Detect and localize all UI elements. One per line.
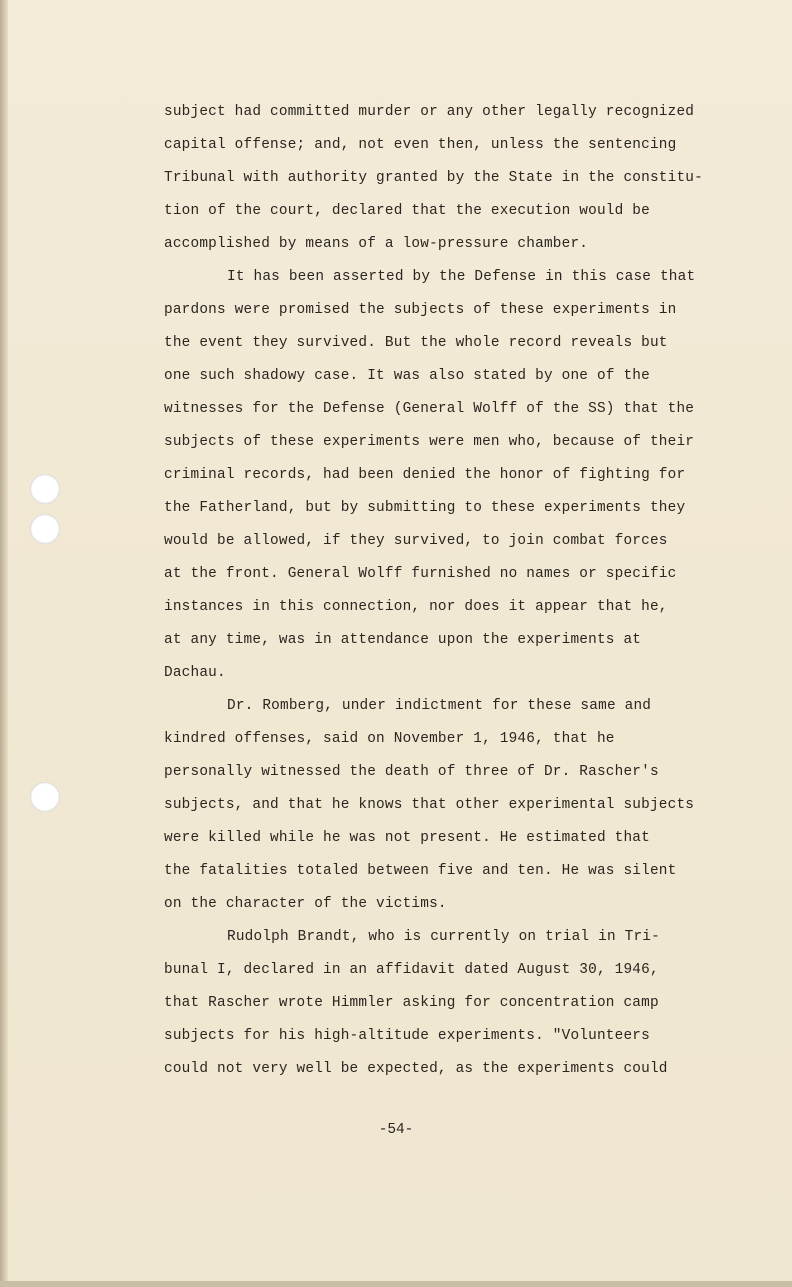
text-line: criminal records, had been denied the honor of fighting for (164, 467, 686, 483)
text-line: accomplished by means of a low-pressure chamber. (164, 236, 589, 252)
text-line: It has been asserted by the Defense in this case that (227, 269, 696, 285)
text-line: could not very well be expected, as the experiments could (164, 1061, 668, 1077)
paragraph (164, 96, 703, 261)
punch-hole (30, 782, 60, 812)
punch-hole (30, 514, 60, 544)
text-line: witnesses for the Defense (General Wolff of the SS) that the (164, 401, 695, 417)
text-line: subjects, and that he knows that other experimental subjects (164, 797, 695, 813)
text-line: that Rascher wrote Himmler asking for concentration camp (164, 995, 659, 1011)
page-bottom-edge (0, 1281, 792, 1287)
paragraph (164, 261, 696, 690)
text-line: Dachau. (164, 665, 226, 681)
text-line: the Fatherland, but by submitting to these experiments they (164, 500, 686, 516)
text-line: Tribunal with authority granted by the State in the constitu- (164, 170, 703, 186)
text-line: personally witnessed the death of three of Dr. Rascher's (164, 764, 659, 780)
text-line: subjects of these experiments were men who, because of their (164, 434, 695, 450)
paragraph (164, 921, 684, 1086)
text-line: would be allowed, if they survived, to join combat forces (164, 533, 668, 549)
text-line: subjects for his high-altitude experiments. "Volunteers (164, 1028, 650, 1044)
text-line: one such shadowy case. It was also stated by one of the (164, 368, 650, 384)
text-line: on the character of the victims. (164, 896, 447, 912)
text-line: kindred offenses, said on November 1, 1946, that he (164, 731, 615, 747)
page-left-edge (0, 0, 8, 1287)
text-line: subject had committed murder or any other legally recognized (164, 104, 695, 120)
text-line: tion of the court, declared that the execution would be (164, 203, 650, 219)
text-line: pardons were promised the subjects of these experiments in (164, 302, 677, 318)
text-line: Rudolph Brandt, who is currently on trial in Tri- (227, 929, 660, 945)
text-line: the fatalities totaled between five and ten. He was silent (164, 863, 677, 879)
paragraph (164, 690, 695, 921)
text-line: bunal I, declared in an affidavit dated August 30, 1946, (164, 962, 659, 978)
text-line: at any time, was in attendance upon the experiments at (164, 632, 642, 648)
page-number: -54- (378, 1122, 414, 1138)
text-line: instances in this connection, nor does it appear that he, (164, 599, 668, 615)
document-body (164, 96, 703, 1086)
text-line: at the front. General Wolff furnished no names or specific (164, 566, 677, 582)
punch-hole (30, 474, 60, 504)
text-line: Dr. Romberg, under indictment for these same and (227, 698, 652, 714)
text-line: capital offense; and, not even then, unless the sentencing (164, 137, 677, 153)
text-line: the event they survived. But the whole record reveals but (164, 335, 668, 351)
text-line: were killed while he was not present. He estimated that (164, 830, 650, 846)
